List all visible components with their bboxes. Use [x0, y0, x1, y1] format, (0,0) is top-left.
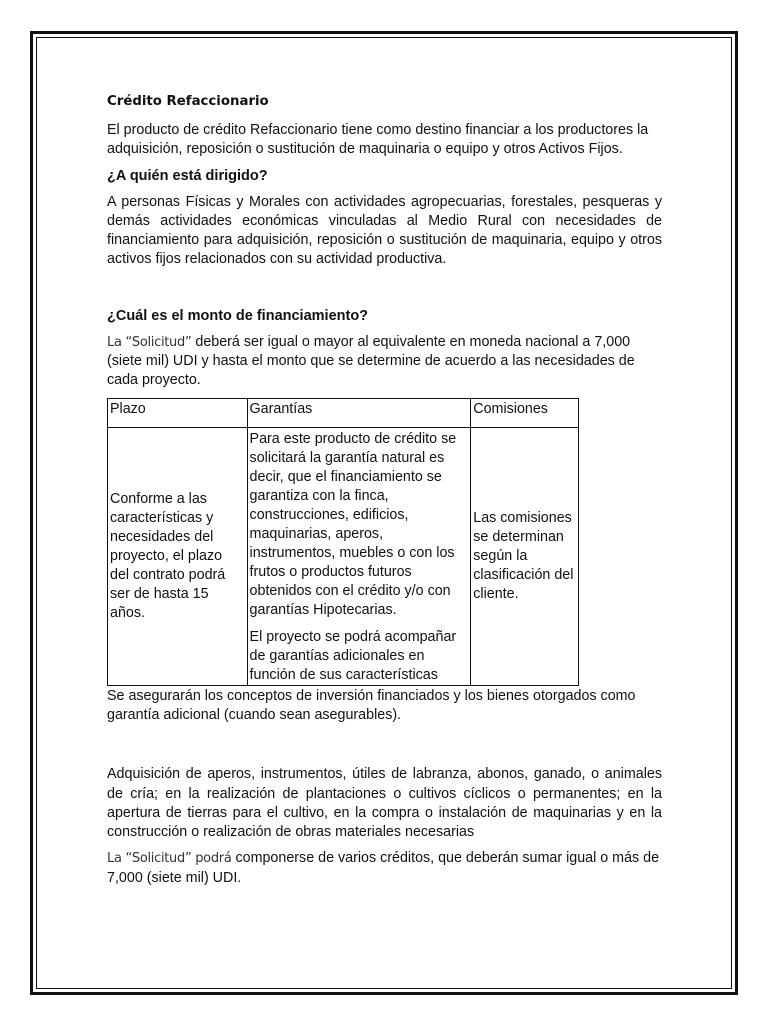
table-header-row: [108, 398, 579, 427]
audience-paragraph: A personas Físicas y Morales con actividades agropecuarias, forestales, pesqueras y demás actividades económicas vinculadas al Medio Rural con necesidades de financiamiento para adquisición, reposición o sustitución de maquinaria, equipo y otros activos fijos relacionados con su actividad productiva.: [107, 193, 662, 268]
header-comisiones: Comisiones: [471, 398, 579, 427]
amount-paragraph: [107, 333, 662, 391]
closing-paragraph: [107, 849, 662, 888]
amount-paragraph-text: deberá ser igual o mayor al equivalente en moneda nacional a 7,000 (siete mil) UDI y hasta el monto que se determine de acuerdo a las necesidades de cada proyecto.: [107, 333, 635, 389]
header-garantias: Garantías: [247, 398, 471, 427]
document-body: [107, 92, 662, 895]
cell-plazo: Conforme a las características y necesidades del proyecto, el plazo del contrato podrá ser de hasta 15 años.: [108, 427, 248, 685]
closing-paragraph-text: componerse de varios créditos, que deberán sumar igual o más de 7,000 (siete mil) UDI.: [107, 850, 660, 886]
section-heading-audience: ¿A quién está dirigido?: [107, 167, 268, 184]
cell-garantias: [247, 427, 471, 685]
uses-paragraph: Adquisición de aperos, instrumentos, útiles de labranza, abonos, ganado, o animales de cría; en la realización de plantaciones o cultivos cíclicos o permanentes; en la apertura de tierras para el cultivo, en la compra o instalación de maquinarias y en la construcción o realización de obras materiales necesarias: [107, 766, 662, 841]
table-row: [108, 427, 579, 685]
solicitud-term-closing: La “Solicitud” podrá: [107, 851, 232, 867]
header-plazo: Plazo: [108, 398, 248, 427]
insurance-paragraph: Se asegurarán los conceptos de inversión financiados y los bienes otorgados como garantía adicional (cuando sean asegurables).: [107, 687, 636, 723]
garantias-paragraph-2: El proyecto se podrá acompañar de garantías adicionales en función de sus características: [249, 628, 457, 683]
intro-paragraph: El producto de crédito Refaccionario tiene como destino financiar a los productores la adquisición, reposición o sustitución de maquinaria o equipo y otros Activos Fijos.: [107, 122, 649, 158]
section-heading-amount: ¿Cuál es el monto de financiamiento?: [107, 307, 369, 324]
garantias-paragraph-1: Para este producto de crédito se solicitará la garantía natural es decir, que el financiamiento se garantiza con la finca, construcciones, edificios, maquinarias, aperos, instrumentos, muebles o con los frutos o productos futuros obtenidos con el crédito y/o con garantías Hipotecarias.: [249, 430, 457, 618]
document-title: Crédito Refaccionario: [107, 94, 269, 109]
conditions-table: [107, 398, 579, 686]
solicitud-term: La “Solicitud”: [107, 334, 192, 350]
cell-comisiones: Las comisiones se determinan según la clasificación del cliente.: [471, 427, 579, 685]
